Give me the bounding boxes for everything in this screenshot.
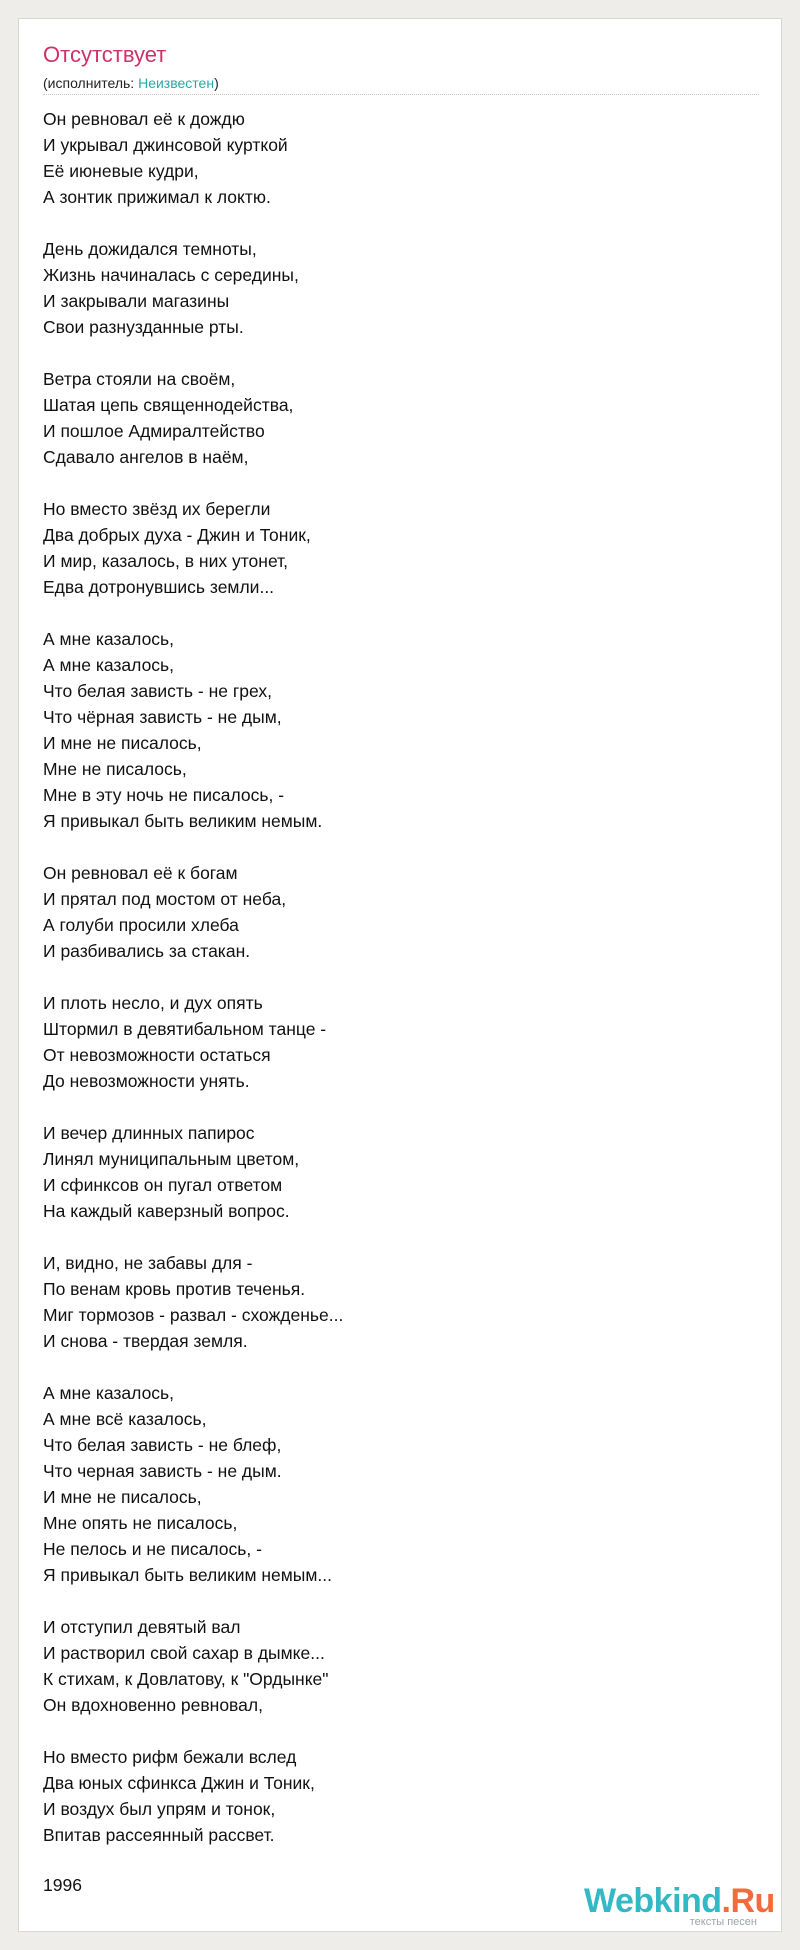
lyric-line: Жизнь начиналась с середины, bbox=[43, 265, 299, 285]
lyric-line: К стихам, к Довлатову, к "Ордынке" bbox=[43, 1669, 329, 1689]
artist-line bbox=[43, 74, 219, 92]
lyric-line: Мне в эту ночь не писалось, - bbox=[43, 785, 285, 805]
lyric-line: День дожидался темноты, bbox=[43, 239, 257, 259]
lyrics-stanza bbox=[43, 1120, 763, 1224]
lyrics-stanza bbox=[43, 496, 763, 600]
logo-tld: .Ru bbox=[721, 1882, 775, 1920]
lyric-line: Едва дотронувшись земли... bbox=[43, 577, 275, 597]
lyrics-stanza bbox=[43, 1380, 763, 1588]
lyric-line: И воздух был упрям и тонок, bbox=[43, 1799, 276, 1819]
lyrics-stanza bbox=[43, 626, 763, 834]
song-title: Отсутствует bbox=[43, 42, 167, 67]
lyric-line: Её июневые кудри, bbox=[43, 161, 199, 181]
lyric-line: А мне казалось, bbox=[43, 1383, 175, 1403]
lyric-line: Я привыкал быть великим немым. bbox=[43, 811, 323, 831]
lyric-line: Что чёрная зависть - не дым, bbox=[43, 707, 282, 727]
lyric-line: И, видно, не забавы для - bbox=[43, 1253, 253, 1273]
lyrics-stanza bbox=[43, 1614, 763, 1718]
lyric-line: Ветра стояли на своём, bbox=[43, 369, 236, 389]
title-divider bbox=[43, 94, 759, 95]
lyric-line: Но вместо звёзд их берегли bbox=[43, 499, 271, 519]
lyrics-stanza bbox=[43, 236, 763, 340]
lyric-line: Линял муниципальным цветом, bbox=[43, 1149, 300, 1169]
artist-link[interactable]: Неизвестен bbox=[138, 75, 215, 91]
lyric-line: Он вдохновенно ревновал, bbox=[43, 1695, 263, 1715]
lyric-line: И снова - твердая земля. bbox=[43, 1331, 248, 1351]
lyrics-stanza bbox=[43, 1250, 763, 1354]
lyrics-stanza bbox=[43, 1744, 763, 1848]
lyrics-card bbox=[18, 18, 782, 1932]
lyric-line: Два добрых духа - Джин и Тоник, bbox=[43, 525, 311, 545]
lyric-line: И разбивались за стакан. bbox=[43, 941, 251, 961]
lyric-line: И мне не писалось, bbox=[43, 1487, 202, 1507]
site-logo[interactable] bbox=[584, 1882, 775, 1928]
lyric-line: А голуби просили хлеба bbox=[43, 915, 239, 935]
lyric-line: И вечер длинных папирос bbox=[43, 1123, 255, 1143]
lyric-line: И отступил девятый вал bbox=[43, 1617, 241, 1637]
lyric-line: И сфинксов он пугал ответом bbox=[43, 1175, 283, 1195]
lyric-line: И мир, казалось, в них утонет, bbox=[43, 551, 289, 571]
lyrics-stanza bbox=[43, 106, 763, 210]
lyric-line: А мне казалось, bbox=[43, 655, 175, 675]
lyric-line: Не пелось и не писалось, - bbox=[43, 1539, 262, 1559]
lyric-line: На каждый каверзный вопрос. bbox=[43, 1201, 290, 1221]
lyric-line: А мне казалось, bbox=[43, 629, 175, 649]
logo-wordmark bbox=[584, 1883, 775, 1919]
lyric-line: Штормил в девятибальном танце - bbox=[43, 1019, 327, 1039]
lyric-line: И пошлое Адмиралтейство bbox=[43, 421, 265, 441]
lyric-line: До невозможности унять. bbox=[43, 1071, 250, 1091]
lyric-line: Он ревновал её к дождю bbox=[43, 109, 245, 129]
lyric-line: Мне не писалось, bbox=[43, 759, 187, 779]
lyric-line: Я привыкал быть великим немым... bbox=[43, 1565, 332, 1585]
artist-suffix: ) bbox=[214, 75, 219, 91]
lyrics-stanza bbox=[43, 860, 763, 964]
lyric-line: И укрывал джинсовой курткой bbox=[43, 135, 288, 155]
lyric-line: Шатая цепь священнодейства, bbox=[43, 395, 294, 415]
lyric-line: Он ревновал её к богам bbox=[43, 863, 238, 883]
lyric-line: Но вместо рифм бежали вслед bbox=[43, 1747, 297, 1767]
lyric-line: А мне всё казалось, bbox=[43, 1409, 207, 1429]
lyric-line: А зонтик прижимал к локтю. bbox=[43, 187, 271, 207]
lyric-line: Мне опять не писалось, bbox=[43, 1513, 238, 1533]
lyric-line: И плоть несло, и дух опять bbox=[43, 993, 263, 1013]
artist-prefix: (исполнитель: bbox=[43, 75, 139, 91]
lyrics-text bbox=[43, 106, 763, 1874]
lyric-line: Два юных сфинкса Джин и Тоник, bbox=[43, 1773, 315, 1793]
lyric-line: И прятал под мостом от неба, bbox=[43, 889, 287, 909]
lyric-line: Миг тормозов - развал - схожденье... bbox=[43, 1305, 344, 1325]
song-year: 1996 bbox=[43, 1875, 82, 1895]
logo-name: Webkind bbox=[584, 1882, 722, 1920]
lyric-line: Сдавало ангелов в наём, bbox=[43, 447, 249, 467]
lyrics-stanza bbox=[43, 366, 763, 470]
lyric-line: Свои разнузданные рты. bbox=[43, 317, 244, 337]
lyric-line: Что белая зависть - не грех, bbox=[43, 681, 272, 701]
lyric-line: И закрывали магазины bbox=[43, 291, 230, 311]
lyric-line: И растворил свой сахар в дымке... bbox=[43, 1643, 325, 1663]
lyric-line: Что черная зависть - не дым. bbox=[43, 1461, 282, 1481]
lyric-line: Что белая зависть - не блеф, bbox=[43, 1435, 282, 1455]
lyrics-stanza bbox=[43, 990, 763, 1094]
logo-tagline: тексты песен bbox=[689, 1916, 757, 1928]
lyric-line: От невозможности остаться bbox=[43, 1045, 271, 1065]
lyric-line: Впитав рассеянный рассвет. bbox=[43, 1825, 275, 1845]
lyric-line: И мне не писалось, bbox=[43, 733, 202, 753]
lyric-line: По венам кровь против теченья. bbox=[43, 1279, 306, 1299]
